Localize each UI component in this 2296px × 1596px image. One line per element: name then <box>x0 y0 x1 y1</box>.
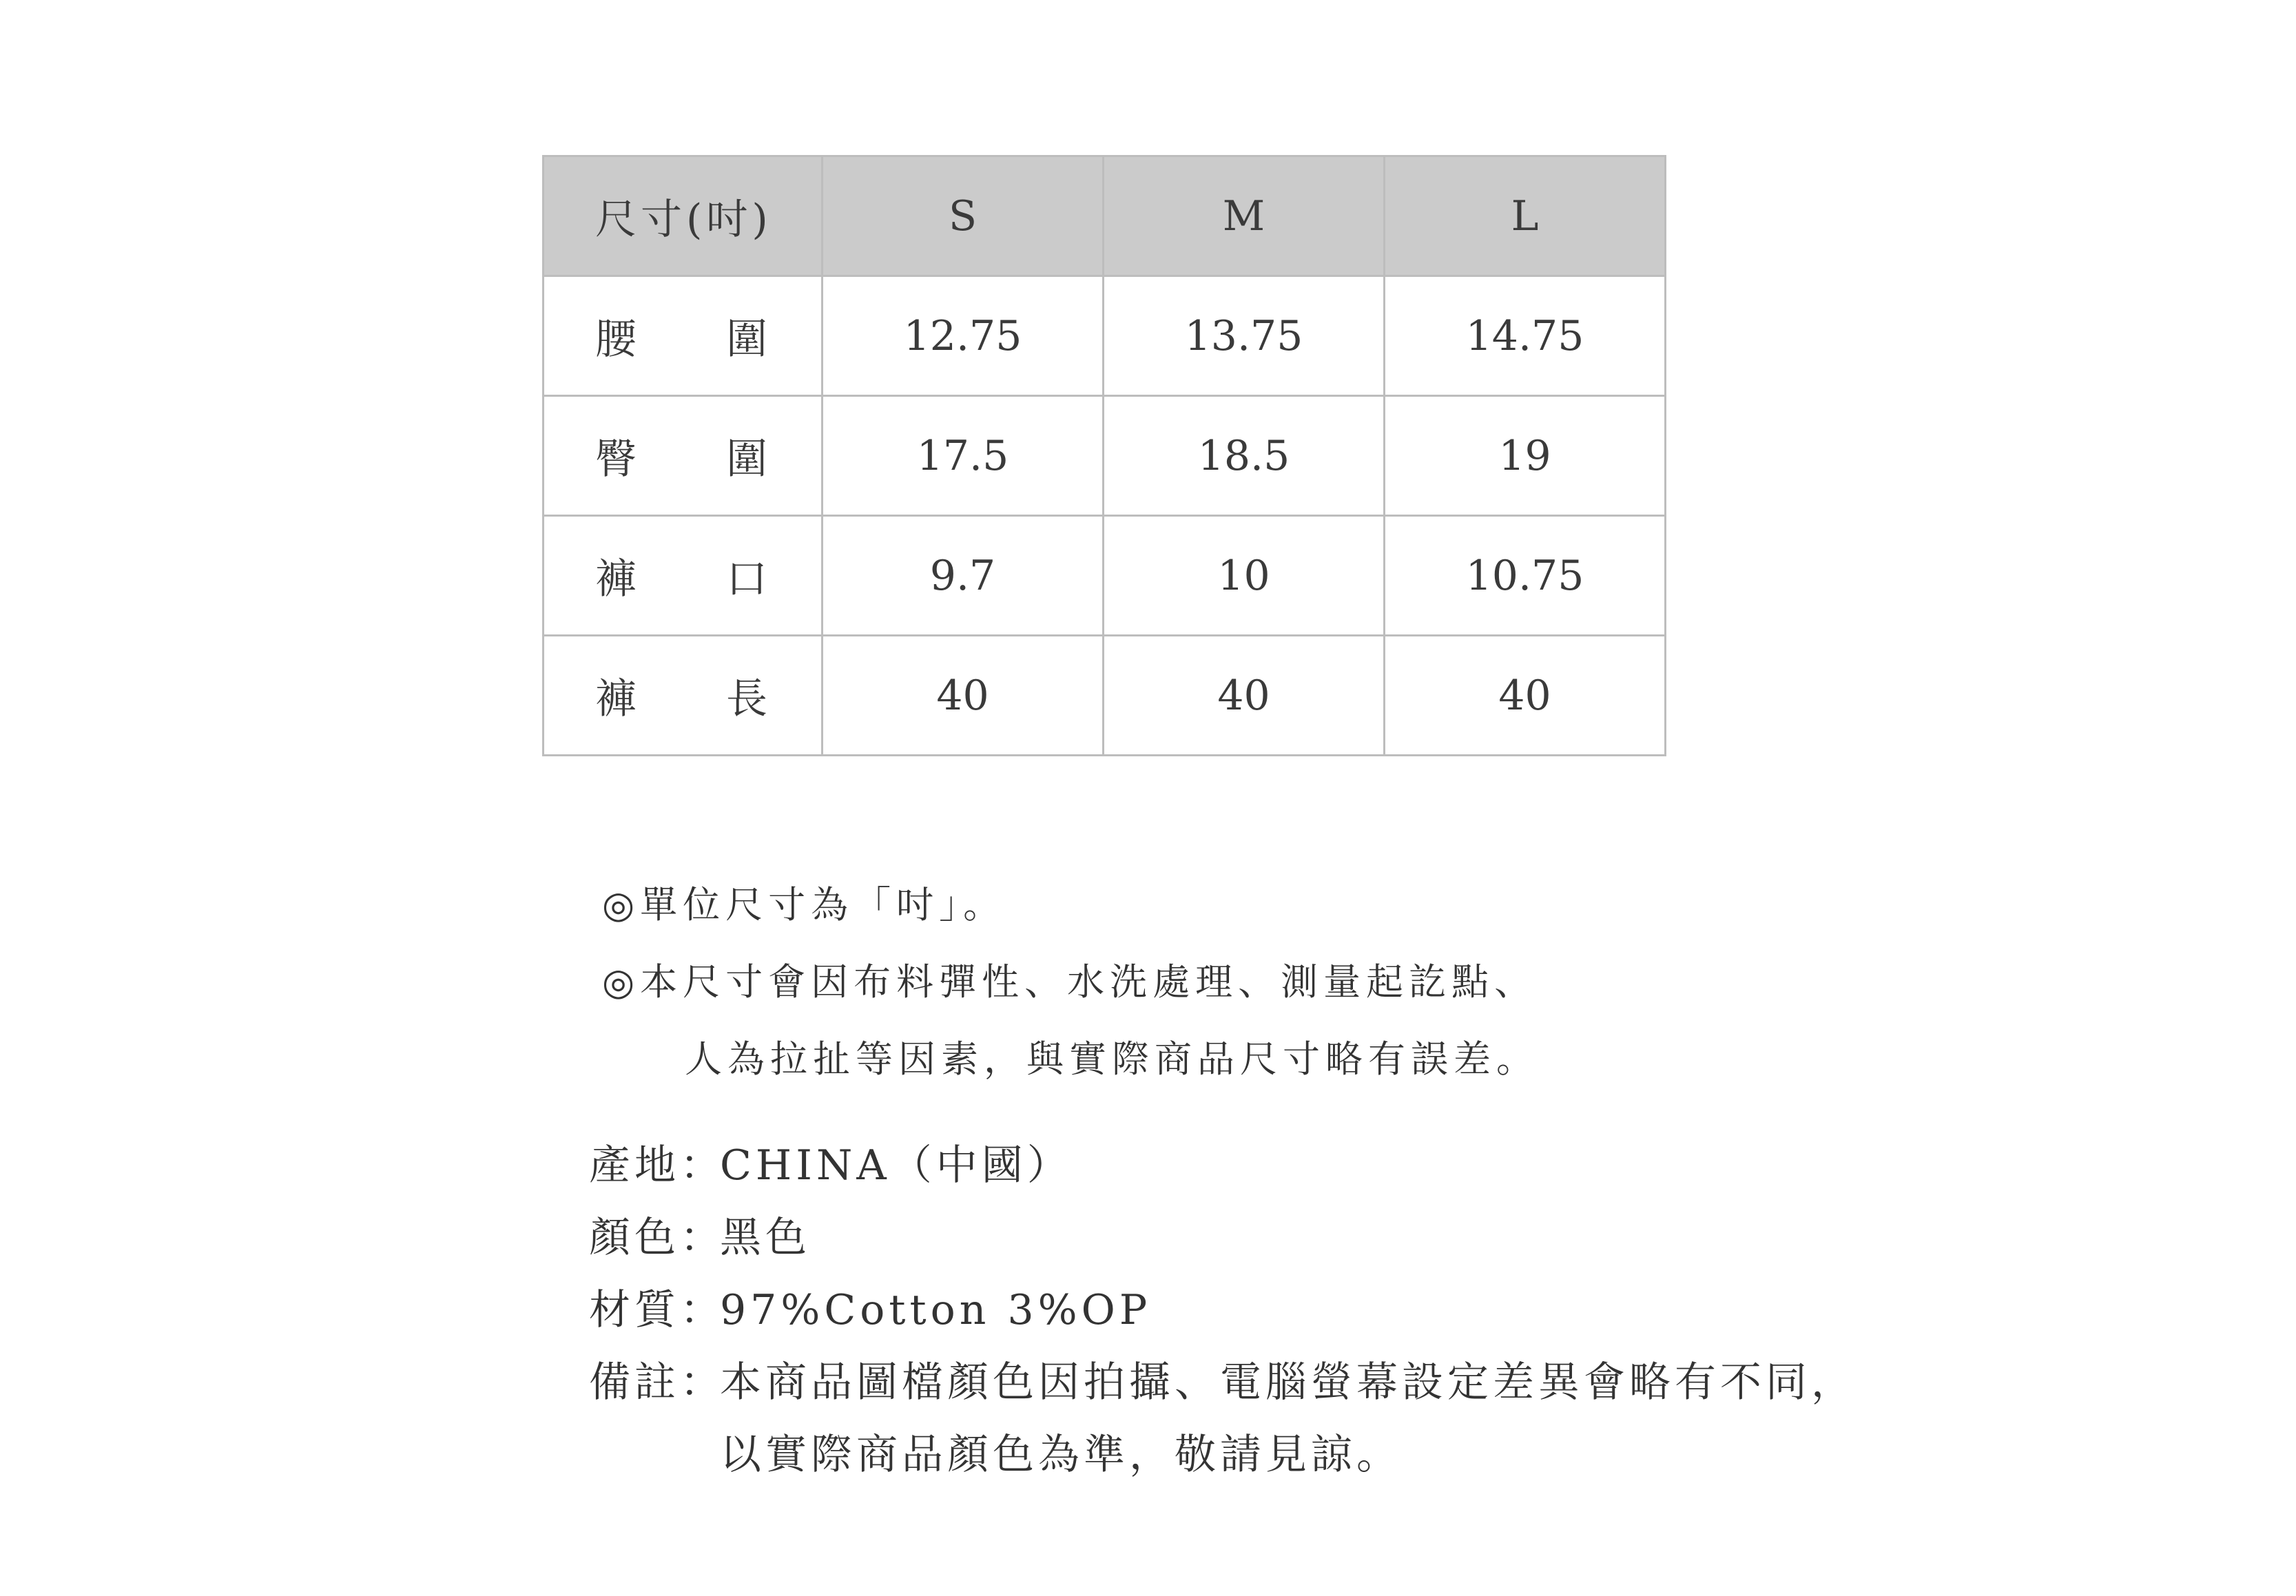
size-chart-table <box>542 155 1666 756</box>
remark-value: 本商品圖檔顏色因拍攝、電腦螢幕設定差異會略有不同， <box>720 1358 1857 1407</box>
row-label-hip: 臀 圍 <box>544 396 823 516</box>
table-cell: 10.75 <box>1385 516 1666 636</box>
table-row-hip <box>544 396 1666 516</box>
header-cell-s: S <box>823 156 1104 276</box>
header-cell-m: M <box>1104 156 1385 276</box>
header-cell-size-unit: 尺寸(吋) <box>544 156 823 276</box>
measurement-notes <box>602 867 1539 1098</box>
table-cell: 9.7 <box>823 516 1104 636</box>
note-unit: ◎單位尺寸為「吋」。 <box>602 883 1006 926</box>
note-tolerance-cont: 人為拉扯等因素，與實際商品尺寸略有誤差。 <box>685 1037 1539 1081</box>
table-row-leg-opening <box>544 516 1666 636</box>
table-cell: 12.75 <box>823 276 1104 396</box>
table-cell: 18.5 <box>1104 396 1385 516</box>
remark-label: 備註： <box>589 1358 725 1407</box>
row-label-waist: 腰 圍 <box>544 276 823 396</box>
origin-value: CHINA（中國） <box>720 1141 1073 1190</box>
table-cell: 40 <box>1104 636 1385 756</box>
table-row-waist <box>544 276 1666 396</box>
info-origin <box>589 1130 1857 1202</box>
table-row-length <box>544 636 1666 756</box>
table-cell: 14.75 <box>1385 276 1666 396</box>
material-value: 97%Cotton 3%OP <box>720 1286 1152 1334</box>
note-tolerance: ◎本尺寸會因布料彈性、水洗處理、測量起訖點、 <box>602 960 1538 1004</box>
row-label-length: 褲 長 <box>544 636 823 756</box>
origin-label: 產地： <box>589 1141 725 1190</box>
info-material <box>589 1274 1857 1347</box>
remark-value-cont: 以實際商品顏色為準，敬請見諒。 <box>720 1431 1402 1479</box>
color-label: 顏色： <box>589 1214 725 1262</box>
table-cell: 10 <box>1104 516 1385 636</box>
info-color <box>589 1202 1857 1274</box>
table-header-row <box>544 156 1666 276</box>
table-cell: 40 <box>823 636 1104 756</box>
header-cell-l: L <box>1385 156 1666 276</box>
table-cell: 19 <box>1385 396 1666 516</box>
row-label-leg-opening: 褲 口 <box>544 516 823 636</box>
table-cell: 13.75 <box>1104 276 1385 396</box>
material-label: 材質： <box>589 1286 725 1334</box>
table-cell: 17.5 <box>823 396 1104 516</box>
info-remark <box>589 1347 1857 1419</box>
table-cell: 40 <box>1385 636 1666 756</box>
product-info <box>589 1130 1857 1491</box>
color-value: 黑色 <box>720 1214 811 1262</box>
